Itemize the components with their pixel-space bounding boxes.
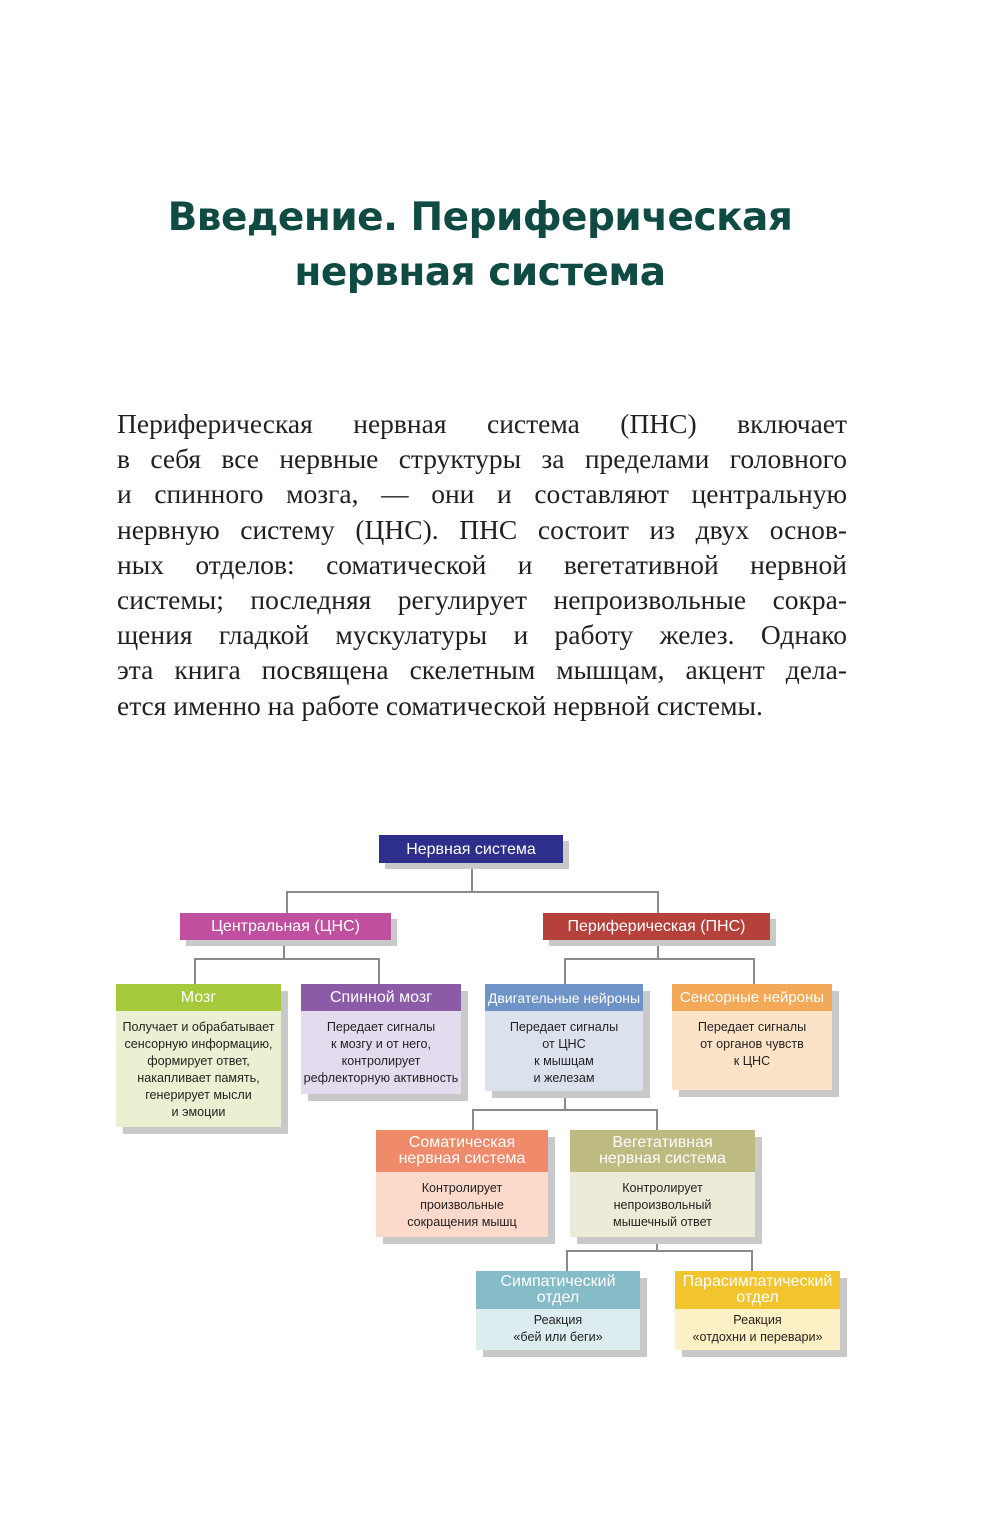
desc-line: Контролирует [421,1181,503,1195]
card-title: Двигательные нейроны [487,989,641,1006]
card-header [376,1130,548,1172]
connector [751,1250,753,1271]
paragraph-line: нервную систему (ЦНС). ПНС состоит из двух основ- [117,513,847,545]
node-label: Центральная (ЦНС) [211,918,360,935]
desc-line: генерирует мысли [145,1088,252,1102]
paragraph-line: и спинного мозга, — они и составляют центральную [117,478,847,510]
card-header [476,1271,640,1309]
connector [566,1250,753,1252]
card-description [675,1309,840,1346]
desc-line: Реакция [533,1313,583,1327]
peripheral-ns-box [543,913,770,940]
desc-line: от органов чувств [700,1037,804,1051]
desc-line: к ЦНС [733,1054,771,1068]
desc-line: и эмоции [171,1105,226,1119]
connector [471,863,473,892]
desc-line: Передает сигналы [509,1020,619,1034]
desc-line: и железам [533,1071,595,1085]
paragraph-line: ется именно на работе соматической нервной системы. [117,689,763,721]
paragraph-line: в себя все нервные структуры за пределами головного [117,443,847,475]
somatic-ns-card [376,1130,548,1237]
desc-line: Контролирует [622,1181,703,1195]
card-title-line: отдел [536,1289,580,1306]
title-line: Введение. Периферическая [167,195,793,240]
connector [753,958,755,984]
desc-line: к мозгу и от него, [331,1037,431,1051]
connector [564,1091,566,1110]
paragraph-line: эта книга посвящена скелетным мышцам, акцент дела- [117,654,847,686]
title-line: нервная система [294,250,666,295]
card-header [116,984,281,1011]
desc-line: контролирует [341,1054,421,1068]
spinal-cord-card [301,984,461,1094]
card-title-line: Парасимпатический [682,1273,833,1290]
central-ns-box [180,913,391,940]
card-header [485,984,643,1011]
desc-line: сенсорную информацию, [124,1037,273,1051]
card-title-line: Соматическая [408,1134,516,1151]
desc-line: «бей или беги» [513,1330,603,1344]
connector [656,1109,658,1130]
desc-line: формирует ответ, [147,1054,250,1068]
card-header [672,984,832,1011]
desc-line: накапливает память, [137,1071,260,1085]
node-label: Периферическая (ПНС) [567,918,746,935]
paragraph-line: ных отделов: соматической и вегетативной нервной [117,548,847,580]
desc-line: к мышцам [534,1054,594,1068]
connector [194,958,380,960]
card-title-line: Симпатический [500,1273,616,1290]
desc-line: непроизвольный [613,1198,712,1212]
connector [283,940,285,959]
connector [656,1237,658,1251]
card-description [485,1011,643,1087]
connector [378,958,380,984]
desc-line: Получает и обрабатывает [122,1020,275,1034]
card-title-line: нервная система [599,1150,726,1167]
connector [564,958,566,984]
connector [472,1109,658,1111]
paragraph-line: щения гладкой мускулатуры и работу желез. Однако [117,619,847,651]
desc-line: Передает сигналы [697,1020,807,1034]
card-description [672,1011,832,1070]
parasympathetic-division-card [675,1271,840,1350]
card-header [301,984,461,1011]
desc-line: «отдохни и перевари» [692,1330,823,1344]
connector [194,958,196,984]
card-header [570,1130,755,1172]
connector [472,1109,474,1130]
nervous-system-box [379,835,563,863]
paragraph-line: системы; последняя регулирует непроизвольные сокра- [117,584,847,616]
connector [286,891,659,893]
card-description [570,1172,755,1231]
desc-line: произвольные [420,1198,504,1212]
desc-line: мышечный ответ [613,1215,712,1229]
connector [286,891,288,913]
card-title: Мозг [180,988,217,1006]
desc-line: Реакция [733,1313,782,1327]
connector [566,1250,568,1271]
card-title: Спинной мозг [330,988,432,1006]
connector [657,891,659,913]
connector [564,958,755,960]
card-header [675,1271,840,1309]
card-description [301,1011,461,1087]
card-title-line: нервная система [398,1150,526,1167]
connector [657,940,659,959]
desc-line: рефлекторную активность [303,1071,459,1085]
card-title-line: отдел [736,1289,779,1306]
card-description [116,1011,281,1121]
card-title-line: Вегетативная [612,1134,713,1151]
node-label: Нервная система [406,840,536,858]
paragraph-line: Периферическая нервная система (ПНС) включает [117,408,847,439]
desc-line: Передает сигналы [326,1020,436,1034]
card-description [376,1172,548,1231]
sensory-neurons-card [672,984,832,1090]
brain-card [116,984,281,1127]
card-title: Сенсорные нейроны [679,988,825,1006]
autonomic-ns-card [570,1130,755,1237]
sympathetic-division-card [476,1271,640,1350]
card-description [476,1309,640,1346]
desc-line: сокращения мышц [407,1215,517,1229]
motor-neurons-card [485,984,643,1091]
desc-line: от ЦНС [542,1037,586,1051]
